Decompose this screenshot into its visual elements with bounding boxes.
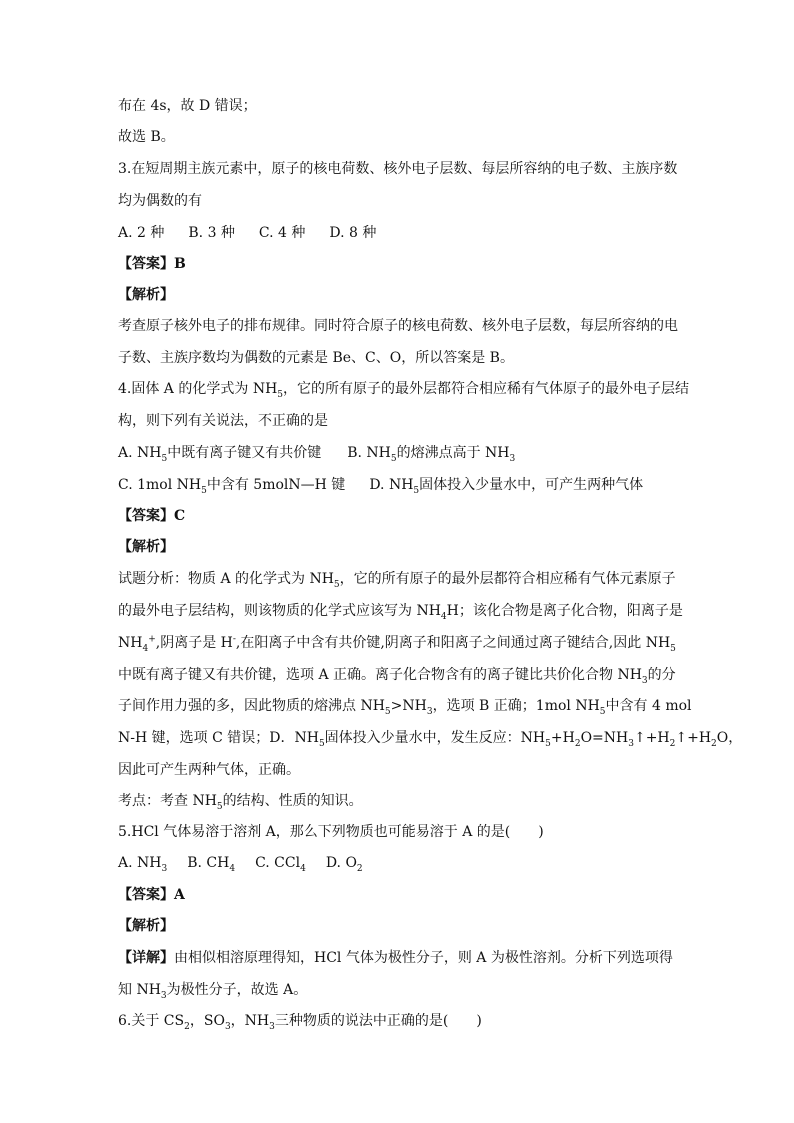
option-b: B. $NH_5$的熔沸点高于 $NH_3$ bbox=[347, 445, 516, 464]
analysis-label: 【解析】 bbox=[118, 287, 174, 303]
question-5-stem: 5.HCl 气体易溶于溶剂 A，那么下列物质也可能易溶于 A 的是( ) bbox=[118, 824, 544, 840]
question-4-stem-cont: 构，则下列有关说法，不正确的是 bbox=[118, 413, 328, 429]
explanation-line: 因此可产生两种气体，正确。 bbox=[118, 762, 300, 778]
answer-label: 【答案】B bbox=[118, 256, 186, 272]
explanation-line: 中既有离子键又有共价键，选项 A 正确。离子化合物含有的离子键比共价化合物 $NH_3$的分 bbox=[118, 667, 676, 686]
question-5-options bbox=[118, 853, 363, 873]
answer-label: 【答案】A bbox=[118, 887, 185, 903]
option-b: B. $CH_4$ bbox=[187, 855, 236, 874]
text-line: 布在 4s，故 D 错误； bbox=[118, 98, 257, 114]
option-d: D. 8 种 bbox=[329, 225, 377, 241]
answer-label: 【答案】C bbox=[118, 508, 186, 524]
analysis-label: 【解析】 bbox=[118, 918, 174, 934]
question-3-stem: 3.在短周期主族元素中，原子的核电荷数、核外电子层数、每层所容纳的电子数、主族序数 bbox=[118, 161, 678, 177]
explanation-line: $NH_4^+$,阴离子是 H-,在阳离子中含有共价键,阴离子和阳离子之间通过离子键结合,因此 $NH_5$ bbox=[118, 634, 676, 654]
explanation-line: 试题分析：物质 A 的化学式为 $NH_5$，它的所有原子的最外层都符合相应稀有气体元素原子 bbox=[118, 571, 676, 590]
option-c: C. CCl$_4$ bbox=[255, 855, 306, 874]
option-d: D. $NH_5$固体投入少量水中，可产生两种气体 bbox=[369, 477, 644, 496]
explanation-line: 考查原子核外电子的排布规律。同时符合原子的核电荷数、核外电子层数，每层所容纳的电 bbox=[118, 318, 678, 334]
option-c: C. 4 种 bbox=[258, 225, 306, 241]
explanation-line: 知 $NH_3$为极性分子，故选 A。 bbox=[118, 982, 308, 1001]
option-b: B. 3 种 bbox=[188, 225, 235, 241]
question-3-stem-cont: 均为偶数的有 bbox=[118, 193, 202, 209]
text-line: 故选 B。 bbox=[118, 129, 175, 145]
question-4-stem: 4.固体 A 的化学式为 $NH_5$，它的所有原子的最外层都符合相应稀有气体原子的最外电子层结 bbox=[118, 381, 690, 400]
option-a: A. $NH_3$ bbox=[118, 855, 168, 874]
knowledge-point: 考点：考查 $NH_5$的结构、性质的知识。 bbox=[118, 793, 363, 812]
question-4-options-row2 bbox=[118, 475, 643, 495]
option-a: A. 2 种 bbox=[118, 225, 165, 241]
explanation-line: N-H 键，选项 C 错误；D．$NH_5$固体投入少量水中，发生反应：$NH_5+H_2O=NH_3↑+H_2↑+H_2O$， bbox=[118, 730, 743, 749]
question-6-stem: 6.关于 $CS_2$，$SO_3$，$NH_3$三种物质的说法中正确的是( ) bbox=[118, 1013, 482, 1032]
option-c: C. 1mol $NH_5$中含有 5molN—H 键 bbox=[118, 477, 346, 496]
explanation-line: 子数、主族序数均为偶数的元素是 Be、C、O，所以答案是 B。 bbox=[118, 350, 514, 366]
analysis-label: 【解析】 bbox=[118, 539, 174, 555]
explanation-line: 子间作用力强的多，因此物质的熔沸点 $NH_5>NH_3$，选项 B 正确；1mol $NH_5$中含有 4 mol bbox=[118, 698, 692, 717]
option-a: A. $NH_5$中既有离子键又有共价键 bbox=[118, 445, 322, 464]
question-3-options bbox=[118, 223, 376, 243]
question-4-options-row1 bbox=[118, 443, 515, 463]
option-d: D. $O_2$ bbox=[325, 855, 363, 874]
explanation-line: 【详解】由相似相溶原理得知，HCl 气体为极性分子，则 A 为极性溶剂。分析下列选项得 bbox=[118, 950, 673, 966]
explanation-line: 的最外电子层结构，则该物质的化学式应该写为 $NH_4H$；该化合物是离子化合物，阳离子是 bbox=[118, 603, 683, 622]
